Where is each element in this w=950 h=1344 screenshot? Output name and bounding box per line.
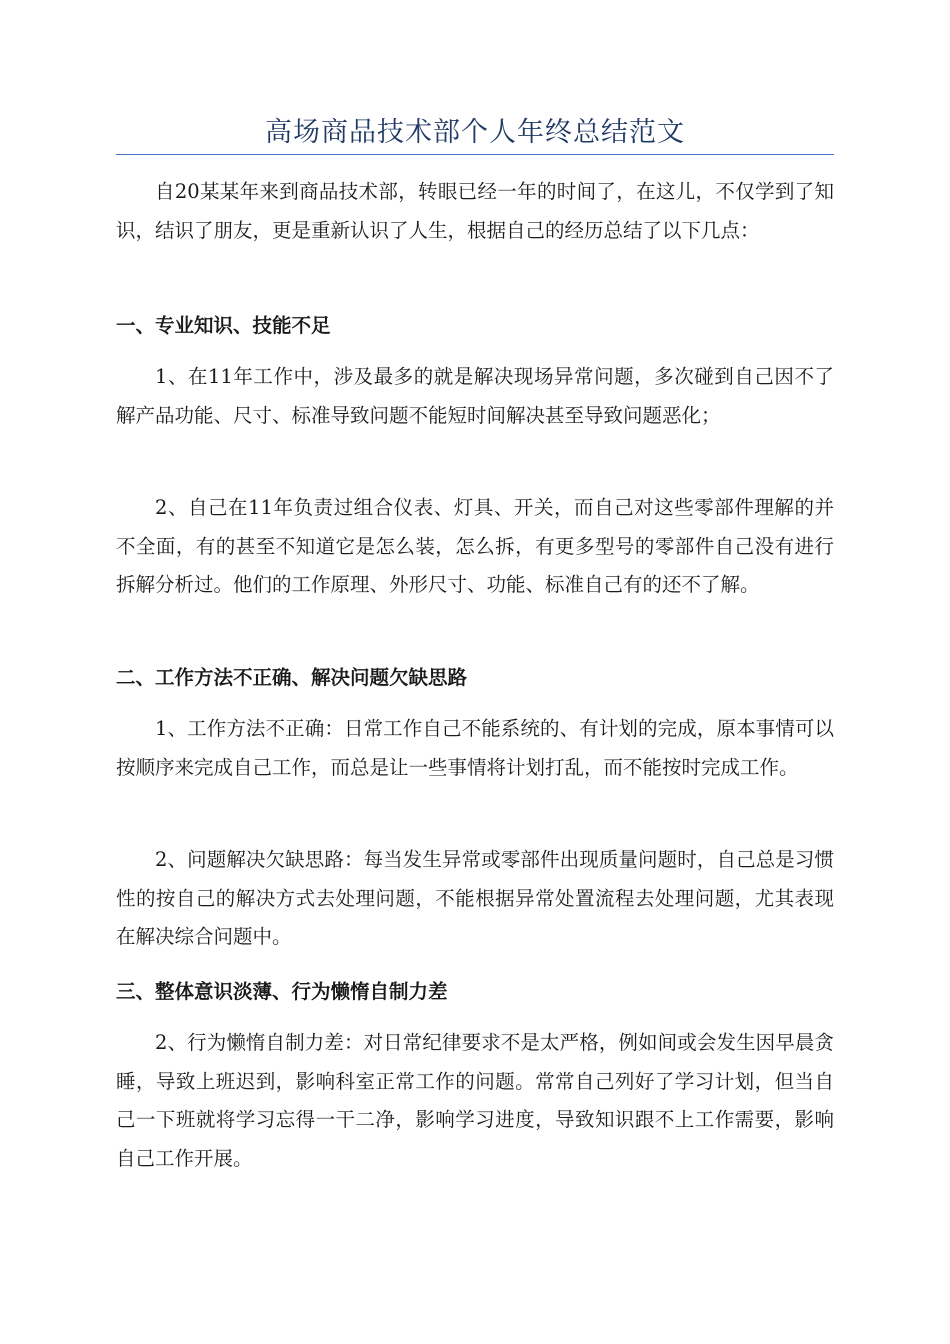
section-1-paragraph-2: 2、自己在11年负责过组合仪表、灯具、开关，而自己对这些零部件理解的并不全面，有的甚至不知道它是怎么装，怎么拆，有更多型号的零部件自己没有进行拆解分析过。他们的工作原理、外形尺寸、功能、标准自己有的还不了解。 bbox=[116, 496, 834, 596]
section-2-heading: 二、工作方法不正确、解决问题欠缺思路 bbox=[116, 666, 468, 689]
section-1-paragraph-1: 1、在11年工作中，涉及最多的就是解决现场异常问题，多次碰到自己因不了解产品功能、尺寸、标准导致问题不能短时间解决甚至导致问题恶化； bbox=[116, 365, 834, 427]
intro-paragraph: 自20某某年来到商品技术部，转眼已经一年的时间了，在这儿，不仅学到了知识，结识了朋友，更是重新认识了人生，根据自己的经历总结了以下几点： bbox=[116, 180, 834, 242]
document-title: 高场商品技术部个人年终总结范文 bbox=[265, 117, 685, 148]
section-1-heading: 一、专业知识、技能不足 bbox=[116, 314, 331, 337]
section-3-heading: 三、整体意识淡薄、行为懒惰自制力差 bbox=[116, 980, 448, 1003]
title-underline bbox=[116, 154, 834, 155]
section-3-paragraph-1: 2、行为懒惰自制力差：对日常纪律要求不是太严格，例如间或会发生因早晨贪睡，导致上班迟到，影响科室正常工作的问题。常常自己列好了学习计划，但当自己一下班就将学习忘得一干二净，影响学习进度，导致知识跟不上工作需要，影响自己工作开展。 bbox=[116, 1031, 834, 1170]
section-2-paragraph-1: 1、工作方法不正确：日常工作自己不能系统的、有计划的完成，原本事情可以按顺序来完成自己工作，而总是让一些事情将计划打乱，而不能按时完成工作。 bbox=[116, 717, 834, 779]
section-2-paragraph-2: 2、问题解决欠缺思路：每当发生异常或零部件出现质量问题时，自己总是习惯性的按自己的解决方式去处理问题，不能根据异常处置流程去处理问题，尤其表现在解决综合问题中。 bbox=[116, 848, 834, 948]
